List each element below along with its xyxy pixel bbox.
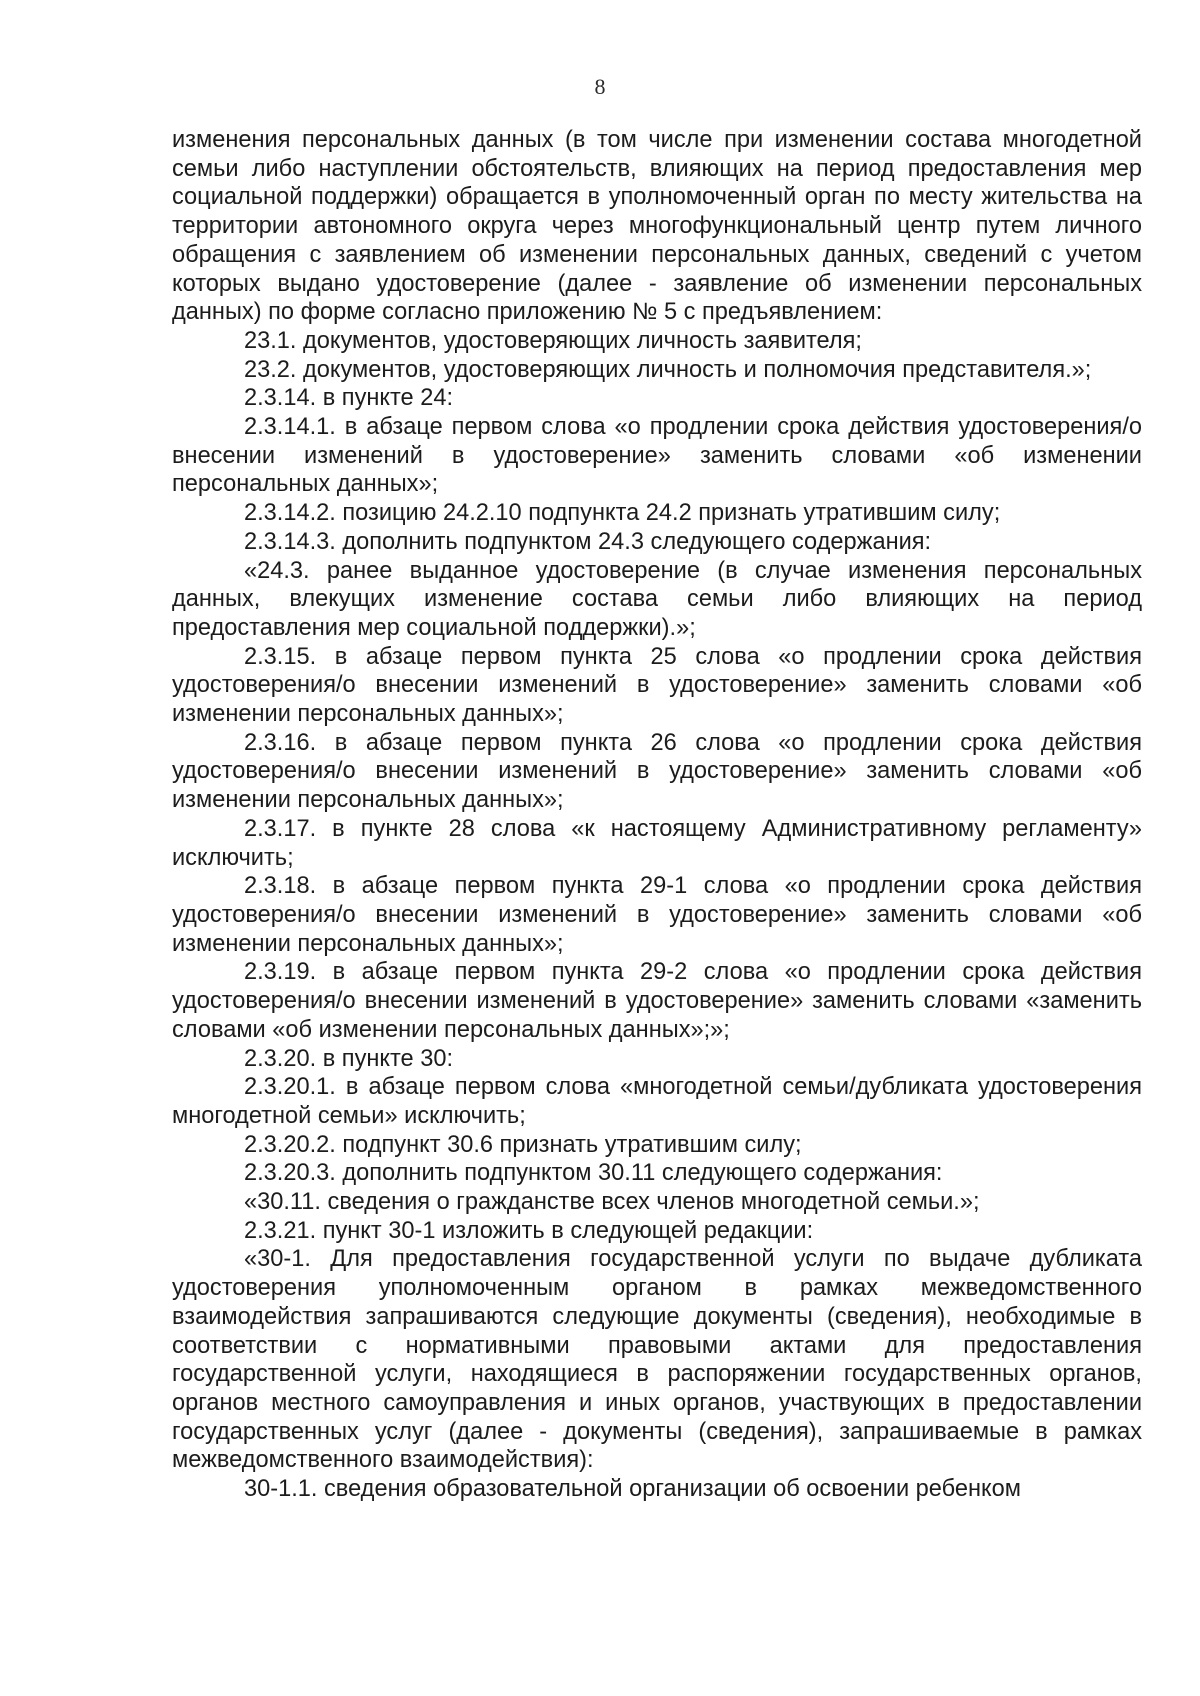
paragraph: изменения персональных данных (в том числе при изменении состава многодетной семьи либо наступлении обстоятельств, влияющих на период предоставления мер социальной поддержки) обращается в уполномоченный орган по месту жительства на территории автономного округа через многофункциональный центр путем личного обращения с заявлением об изменении персональных данных, сведений с учетом которых выдано удостоверение (далее - заявление об изменении персональных данных) по форме согласно приложению № 5 с предъявлением:: [172, 127, 1142, 326]
paragraph: 2.3.14.1. в абзаце первом слова «о продлении срока действия удостоверения/о внесении изменений в удостоверение» заменить словами «об изменении персональных данных»;: [172, 414, 1142, 498]
paragraph: 23.2. документов, удостоверяющих личность и полномочия представителя.»;: [244, 356, 1092, 383]
paragraph: 2.3.17. в пункте 28 слова «к настоящему Административному регламенту» исключить;: [172, 815, 1142, 871]
paragraph: 2.3.20.2. подпункт 30.6 признать утратившим силу;: [244, 1131, 802, 1158]
paragraph: 2.3.20.3. дополнить подпунктом 30.11 следующего содержания:: [244, 1160, 943, 1187]
paragraph: 2.3.14.2. позицию 24.2.10 подпункта 24.2 признать утратившим силу;: [244, 500, 1001, 527]
paragraph: 30-1.1. сведения образовательной организации об освоении ребенком: [244, 1476, 1021, 1503]
page-number: 8: [594, 74, 606, 99]
paragraph: 23.1. документов, удостоверяющих личность заявителя;: [244, 327, 862, 354]
paragraph: 2.3.19. в абзаце первом пункта 29-2 слова «о продлении срока действия удостоверения/о внесении изменений в удостоверение» заменить словами «заменить словами «об изменении персональных данных»;»;: [172, 959, 1142, 1043]
paragraph: 2.3.18. в абзаце первом пункта 29-1 слова «о продлении срока действия удостоверения/о внесении изменений в удостоверение» заменить словами «об изменении персональных данных»;: [172, 873, 1142, 957]
paragraph: «30.11. сведения о гражданстве всех членов многодетной семьи.»;: [244, 1189, 980, 1216]
paragraph: 2.3.16. в абзаце первом пункта 26 слова «о продлении срока действия удостоверения/о внесении изменений в удостоверение» заменить словами «об изменении персональных данных»;: [172, 729, 1142, 814]
paragraph: 2.3.14.3. дополнить подпунктом 24.3 следующего содержания:: [244, 528, 932, 555]
paragraph: 2.3.15. в абзаце первом пункта 25 слова «о продлении срока действия удостоверения/о внесении изменений в удостоверение» заменить словами «об изменении персональных данных»;: [172, 643, 1142, 728]
paragraph: 2.3.14. в пункте 24:: [244, 385, 454, 412]
document-body: [172, 126, 1142, 1504]
paragraph: 2.3.20.1. в абзаце первом слова «многодетной семьи/дубликата удостоверения многодетной семьи» исключить;: [172, 1074, 1142, 1129]
paragraph: «30-1. Для предоставления государственной услуги по выдаче дубликата удостоверения уполномоченным органом в рамках межведомственного взаимодействия запрашиваются следующие документы (сведения), необходимые в соответствии с нормативными правовыми актами для предоставления государственной услуги, находящиеся в распоряжении государственных органов, органов местного самоуправления и иных органов, участвующих в предоставлении государственных услуг (далее - документы (сведения), запрашиваемые в рамках межведомственного взаимодействия):: [172, 1246, 1142, 1474]
paragraph: 2.3.21. пункт 30-1 изложить в следующей редакции:: [244, 1217, 814, 1244]
paragraph: «24.3. ранее выданное удостоверение (в случае изменения персональных данных, влекущих изменение состава семьи либо влияющих на период предоставления мер социальной поддержки).»;: [172, 557, 1142, 641]
paragraph: 2.3.20. в пункте 30:: [244, 1045, 454, 1072]
